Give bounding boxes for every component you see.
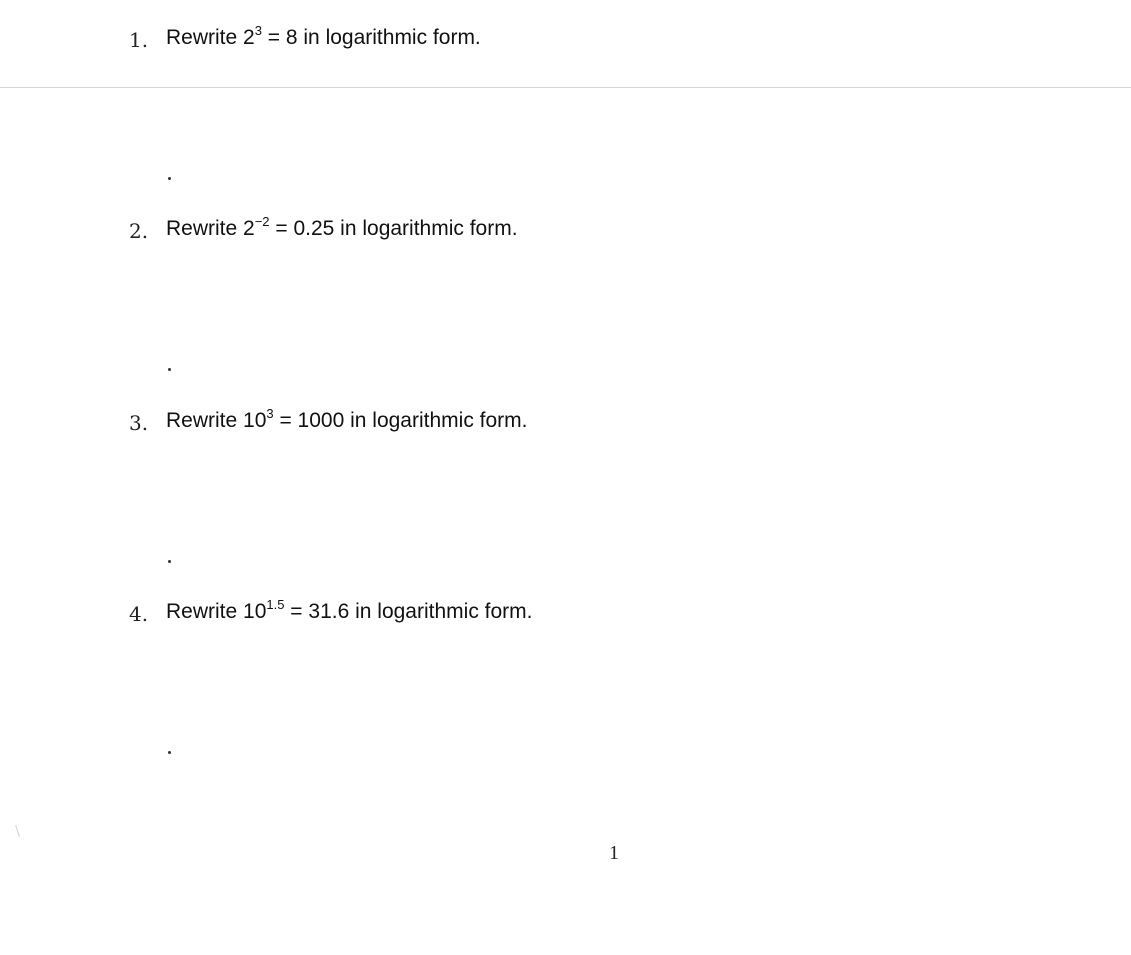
scan-fold-line: [0, 87, 1131, 88]
prompt-exponent: 3: [266, 406, 274, 421]
problem-number: 1.: [129, 28, 149, 52]
prompt-prefix: Rewrite 2: [166, 217, 255, 240]
prompt-exponent: 3: [254, 23, 262, 38]
problem-number: 3.: [129, 411, 149, 435]
prompt-suffix: = 31.6 in logarithmic form.: [284, 600, 533, 623]
answer-area-mark: [168, 368, 171, 371]
page-number: 1: [609, 842, 619, 864]
prompt-prefix: Rewrite 10: [166, 600, 267, 623]
problem-number: 4.: [129, 602, 149, 626]
problem-prompt: [166, 597, 533, 624]
prompt-suffix: = 0.25 in logarithmic form.: [269, 217, 518, 240]
problem-number: 2.: [129, 219, 149, 243]
prompt-prefix: Rewrite 2: [166, 26, 255, 49]
problem-prompt: [166, 406, 528, 433]
prompt-exponent: 1.5: [266, 597, 285, 612]
answer-area-mark: [168, 177, 171, 180]
answer-area-mark: [168, 751, 171, 754]
scan-artifact: [15, 825, 20, 837]
prompt-suffix: = 8 in logarithmic form.: [261, 26, 481, 49]
prompt-exponent: −2: [254, 214, 270, 229]
prompt-prefix: Rewrite 10: [166, 409, 267, 432]
problem-prompt: [166, 214, 518, 241]
problem-prompt: [166, 23, 481, 50]
prompt-suffix: = 1000 in logarithmic form.: [273, 409, 528, 432]
answer-area-mark: [168, 560, 171, 563]
